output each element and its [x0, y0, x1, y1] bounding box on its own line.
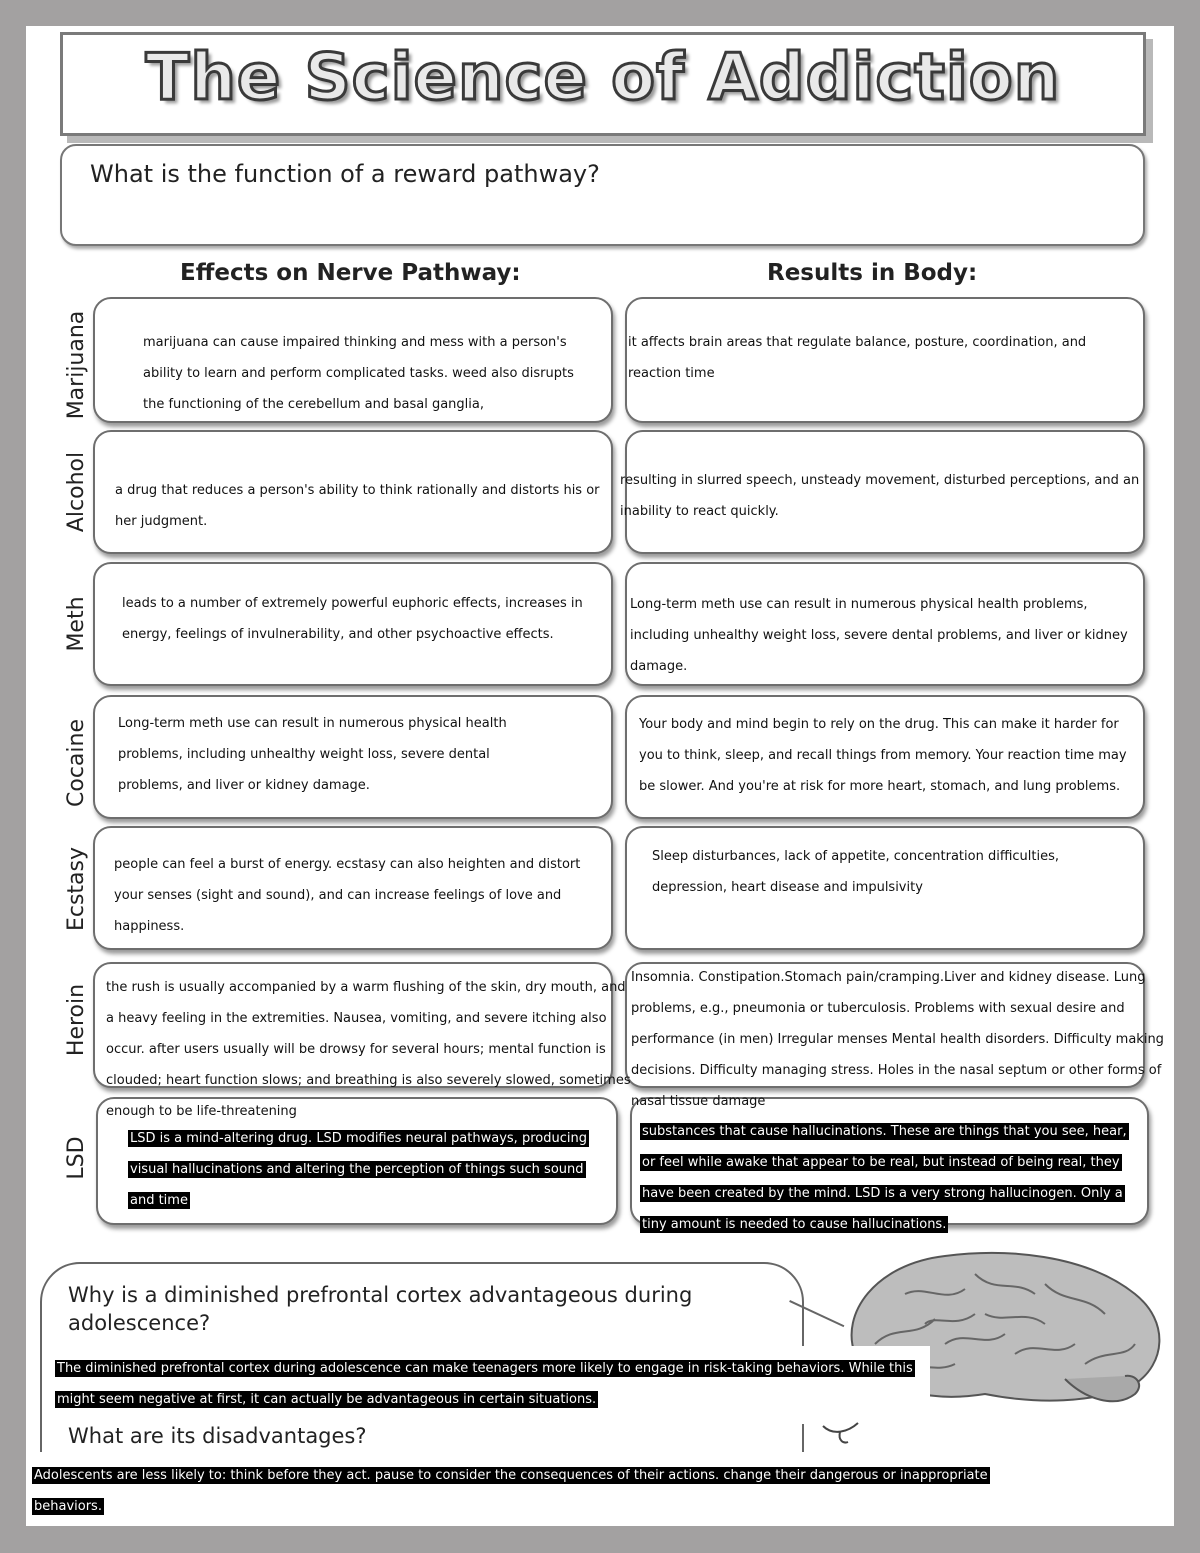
cocaine-results-text: Your body and mind begin to rely on the drug. This can make it harder for you to think, sleep, and recall things from memory. Your reaction time may be slower. And you're at risk for more heart, stomach, and lung problems. [639, 717, 1127, 794]
lsd-results-highlight: substances that cause hallucinations. These are things that you see, hear, or feel while awake that appear to be real, but instead of being real, they have been created by the mind. LSD is a very strong hallucinogen. Only a tiny amount is needed to cause hallucinations. [642, 1124, 1127, 1232]
reward-pathway-question: What is the function of a reward pathway? [90, 160, 600, 188]
marijuana-results-text: it affects brain areas that regulate balance, posture, coordination, and reaction time [628, 335, 1087, 381]
brain-stem-sketch-icon [818, 1418, 868, 1448]
title-banner [60, 32, 1146, 136]
prefrontal-advantage-question: Why is a diminished prefrontal cortex advantageous during adolescence? [68, 1283, 693, 1335]
cocaine-effects-text: Long-term meth use can result in numerous physical health problems, including unhealthy weight loss, severe dental problems, and liver or kidney damage. [118, 716, 507, 793]
answer2-highlight: The diminished prefrontal cortex during adolescence can make teenagers more likely to engage in risk-taking behaviors. While this might seem negative at first, it can actually be advantageous in certain situations. [57, 1361, 913, 1407]
ecstasy-effects-text: people can feel a burst of energy. ecstasy can also heighten and distort your senses (sight and sound), and can increase feelings of love and happiness. [114, 857, 581, 934]
row-label-marijuana: Marijuana [64, 310, 89, 420]
answer3-highlight: Adolescents are less likely to: think before they act. pause to consider the consequences of their actions. change their dangerous or inappropriate behaviors. [34, 1468, 988, 1514]
page-title: The Science of Addiction [145, 41, 1061, 115]
prefrontal-advantage-answer [55, 1353, 925, 1415]
row-label-alcohol: Alcohol [64, 451, 89, 533]
heroin-results-text: Insomnia. Constipation.Stomach pain/cramping.Liver and kidney disease. Lung problems, e.g., pneumonia or tuberculosis. Problems with sexual desire and performance (in men) Irregular menses Mental health disorders. Difficulty making decisions. Difficulty managing stress. Holes in the nasal septum or other forms of nasal tissue damage [631, 970, 1164, 1109]
alcohol-results-text: resulting in slurred speech, unsteady movement, disturbed perceptions, and an inability to react quickly. [620, 473, 1140, 519]
meth-results-text: Long-term meth use can result in numerous physical health problems, including unhealthy weight loss, severe dental problems, and liver or kidney damage. [630, 597, 1128, 674]
effects-column-header: Effects on Nerve Pathway: [180, 260, 521, 286]
meth-effects-text: leads to a number of extremely powerful euphoric effects, increases in energy, feelings of invulnerability, and other psychoactive effects. [122, 596, 583, 642]
disadvantages-answer [32, 1460, 1017, 1522]
heroin-effects-text: the rush is usually accompanied by a warm flushing of the skin, dry mouth, and a heavy feeling in the extremities. Nausea, vomiting, and severe itching also occur. after users usually will be drowsy for several hours; mental function is clouded; heart function slows; and breathing is also severely slowed, sometimes enough to be life-threatening [106, 980, 631, 1119]
row-label-meth: Meth [64, 596, 89, 652]
lsd-effects-text [128, 1123, 598, 1216]
reward-pathway-question-box [60, 144, 1145, 246]
results-column-header: Results in Body: [767, 260, 978, 286]
alcohol-effects-text: a drug that reduces a person's ability to think rationally and distorts his or her judgment. [115, 483, 600, 529]
disadvantages-question: What are its disadvantages? [68, 1424, 367, 1448]
row-label-cocaine: Cocaine [64, 719, 89, 807]
lsd-results-text [640, 1116, 1130, 1240]
ecstasy-results-text: Sleep disturbances, lack of appetite, concentration difficulties, depression, heart disease and impulsivity [652, 849, 1059, 895]
marijuana-effects-text: marijuana can cause impaired thinking and mess with a person's ability to learn and perform complicated tasks. weed also disrupts the functioning of the cerebellum and basal ganglia, [143, 335, 574, 412]
row-label-ecstasy: Ecstasy [64, 846, 89, 932]
row-label-lsd: LSD [64, 1136, 89, 1180]
row-label-heroin: Heroin [64, 983, 89, 1057]
lsd-effects-highlight: LSD is a mind-altering drug. LSD modifies neural pathways, producing visual hallucinations and altering the perception of things such sound and time [130, 1131, 587, 1208]
